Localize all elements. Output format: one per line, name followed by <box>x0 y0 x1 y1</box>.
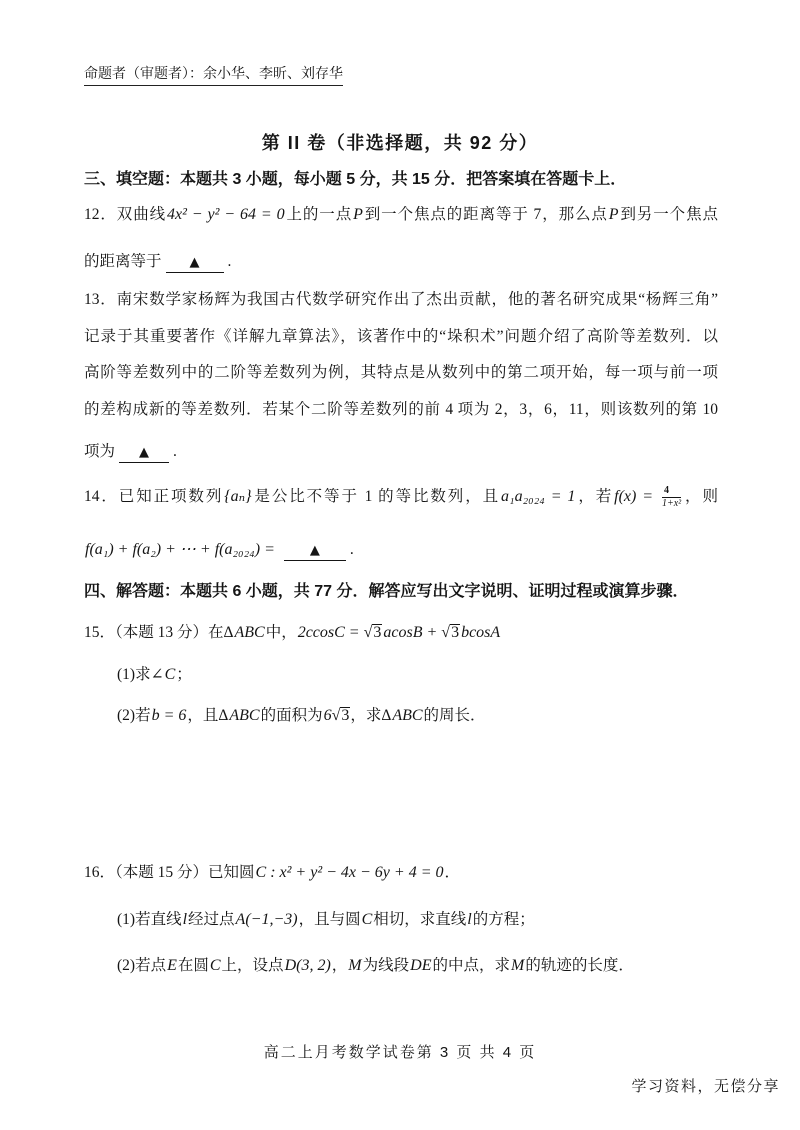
q16-circle-c: C <box>361 911 373 928</box>
answer-blank: ▲ <box>119 444 169 463</box>
q14-line-1 <box>84 486 718 508</box>
sqrt-radicand: 3 <box>373 624 382 641</box>
q15-text: ，且Δ <box>187 707 229 724</box>
q16-point-d: D(3, 2) <box>284 957 331 974</box>
q14-fraction <box>662 486 681 509</box>
share-note: 学习资料，无偿分享 <box>631 1078 780 1095</box>
q16-point-m: M <box>348 957 362 974</box>
q15-triangle-name: ABC <box>234 624 265 641</box>
q16-text: 为线段 <box>362 957 410 974</box>
q16-point-m: M <box>510 957 525 974</box>
q14-product-condition: a₁a₂₀₂₄ = 1 <box>501 488 576 506</box>
q16-text: ． <box>444 864 461 881</box>
q16-stem <box>84 862 460 884</box>
part-title: 第 II 卷（非选择题，共 92 分） <box>261 133 539 153</box>
answer-blank: ▲ <box>284 542 346 561</box>
q12-line-2 <box>84 251 231 273</box>
q14-text: ，则 <box>683 488 718 506</box>
q15-text: 的面积为 <box>260 707 323 724</box>
q14-text: ，若 <box>576 488 614 506</box>
q14-function-lhs: f(x) = <box>614 488 659 506</box>
q12-point-p: P <box>608 206 619 223</box>
q14-line-2 <box>84 539 354 561</box>
q16-circle-c: C <box>209 957 221 974</box>
q16-text: (2)若点 <box>117 957 167 974</box>
q13-line-3: 高阶等差数列中的二阶等差数列为例，其特点是从数列中的第二项开始，每一项与前一项 <box>84 364 718 381</box>
q16-part-1 <box>117 909 535 931</box>
fraction-numerator: 4 <box>662 486 681 498</box>
q15-area-value: 6√ <box>323 707 341 724</box>
sqrt-radicand: 3 <box>451 624 460 641</box>
q13-line-2: 记录于其重要著作《详解九章算法》，该著作中的“垛积术”问题介绍了高阶等差数列．以 <box>84 328 718 345</box>
section-4-heading: 四、解答题：本题共 6 小题，共 77 分．解答应写出文字说明、证明过程或演算步骤． <box>84 583 689 600</box>
q15-equation: bcosA <box>461 624 501 641</box>
q15-equation: 2ccosC = √ <box>297 624 373 641</box>
q16-segment-de: DE <box>410 957 432 974</box>
q16-text: 的轨迹的长度． <box>525 957 634 974</box>
q15-text: (1)求∠ <box>117 666 164 683</box>
q14-text: 14．已知正项数列 <box>84 488 224 506</box>
q16-text: 经过点 <box>188 911 235 928</box>
q12-point-p: P <box>353 206 363 223</box>
q15-triangle-name: ABC <box>229 707 260 724</box>
q14-sequence: {aₙ} <box>224 488 252 506</box>
q15-text: 中， <box>265 624 297 641</box>
q16-circle-equation: C : x² + y² − 4x − 6y + 4 = 0 <box>255 864 444 881</box>
header-authors-line <box>84 64 343 86</box>
q15-triangle-name: ABC <box>392 707 423 724</box>
q12-period: . <box>227 253 232 270</box>
q15-part-2 <box>117 705 486 727</box>
q12-text: 到另一个焦点 <box>619 206 718 223</box>
q16-text: 的方程； <box>472 911 535 928</box>
q14-period: . <box>349 541 354 558</box>
section-3-heading: 三、填空题：本题共 3 小题，每小题 5 分，共 15 分．把答案填在答题卡上． <box>84 171 627 188</box>
q16-line-l: l <box>182 911 188 928</box>
q15-stem <box>84 622 501 644</box>
q12-text: 到一个焦点的距离等于 7，那么点 <box>363 206 608 223</box>
q15-equation: acosB + √ <box>383 624 451 641</box>
q12-text: 12．双曲线 <box>84 206 166 223</box>
q16-point-e: E <box>167 957 177 974</box>
q15-part-1 <box>117 664 192 686</box>
q16-line-l: l <box>467 911 472 928</box>
q16-text: 的中点，求 <box>432 957 510 974</box>
q16-part-2 <box>117 955 634 977</box>
q12-text: 上的一点 <box>285 206 353 223</box>
q16-text: ， <box>331 957 348 974</box>
page-footer: 高二上月考数学试卷第 3 页 共 4 页 <box>263 1044 537 1061</box>
q15-angle-c: C <box>164 666 176 683</box>
q14-sum-expression: f(a₁) + f(a₂) + ⋯ + f(a₂₀₂₄) = <box>85 541 279 558</box>
header-authors: 命题者（审题者）：余小华、李昕、刘存华 <box>84 65 343 86</box>
q12-text: 的距离等于 <box>84 253 162 270</box>
q16-text: 上，设点 <box>221 957 284 974</box>
q16-text: ，且与圆 <box>298 911 361 928</box>
q15-text: 的周长． <box>423 707 486 724</box>
q16-text: 在圆 <box>177 957 209 974</box>
q13-period: . <box>173 443 177 460</box>
q13-line-1: 13．南宋数学家杨辉为我国古代数学研究作出了杰出贡献，他的著名研究成果“杨辉三角” <box>84 291 718 308</box>
answer-blank: ▲ <box>166 254 224 273</box>
q15-text: (2)若 <box>117 707 151 724</box>
q16-text: 16．（本题 15 分）已知圆 <box>84 864 255 881</box>
q15-text: 15．（本题 13 分）在Δ <box>84 624 234 641</box>
q15-side-b: b = 6 <box>151 707 187 724</box>
q13-line-5 <box>84 441 177 463</box>
q12-line-1 <box>84 204 718 226</box>
q15-text: ，求Δ <box>350 707 392 724</box>
q16-point-a: A(−1,−3) <box>235 911 298 928</box>
q15-text: ； <box>176 666 192 683</box>
q13-line-4: 的差构成新的等差数列．若某个二阶等差数列的前 4 项为 2，3，6，11，则该数列的第 10 <box>84 401 718 418</box>
q16-text: (1)若直线 <box>117 911 182 928</box>
q16-text: 相切，求直线 <box>373 911 467 928</box>
q14-text: 是公比不等于 1 的等比数列，且 <box>252 488 501 506</box>
sqrt-radicand: 3 <box>341 707 350 724</box>
q13-text: 项为 <box>84 443 116 460</box>
fraction-denominator: 1+x² <box>661 498 682 509</box>
q12-hyperbola-equation: 4x² − y² − 64 = 0 <box>167 206 285 223</box>
